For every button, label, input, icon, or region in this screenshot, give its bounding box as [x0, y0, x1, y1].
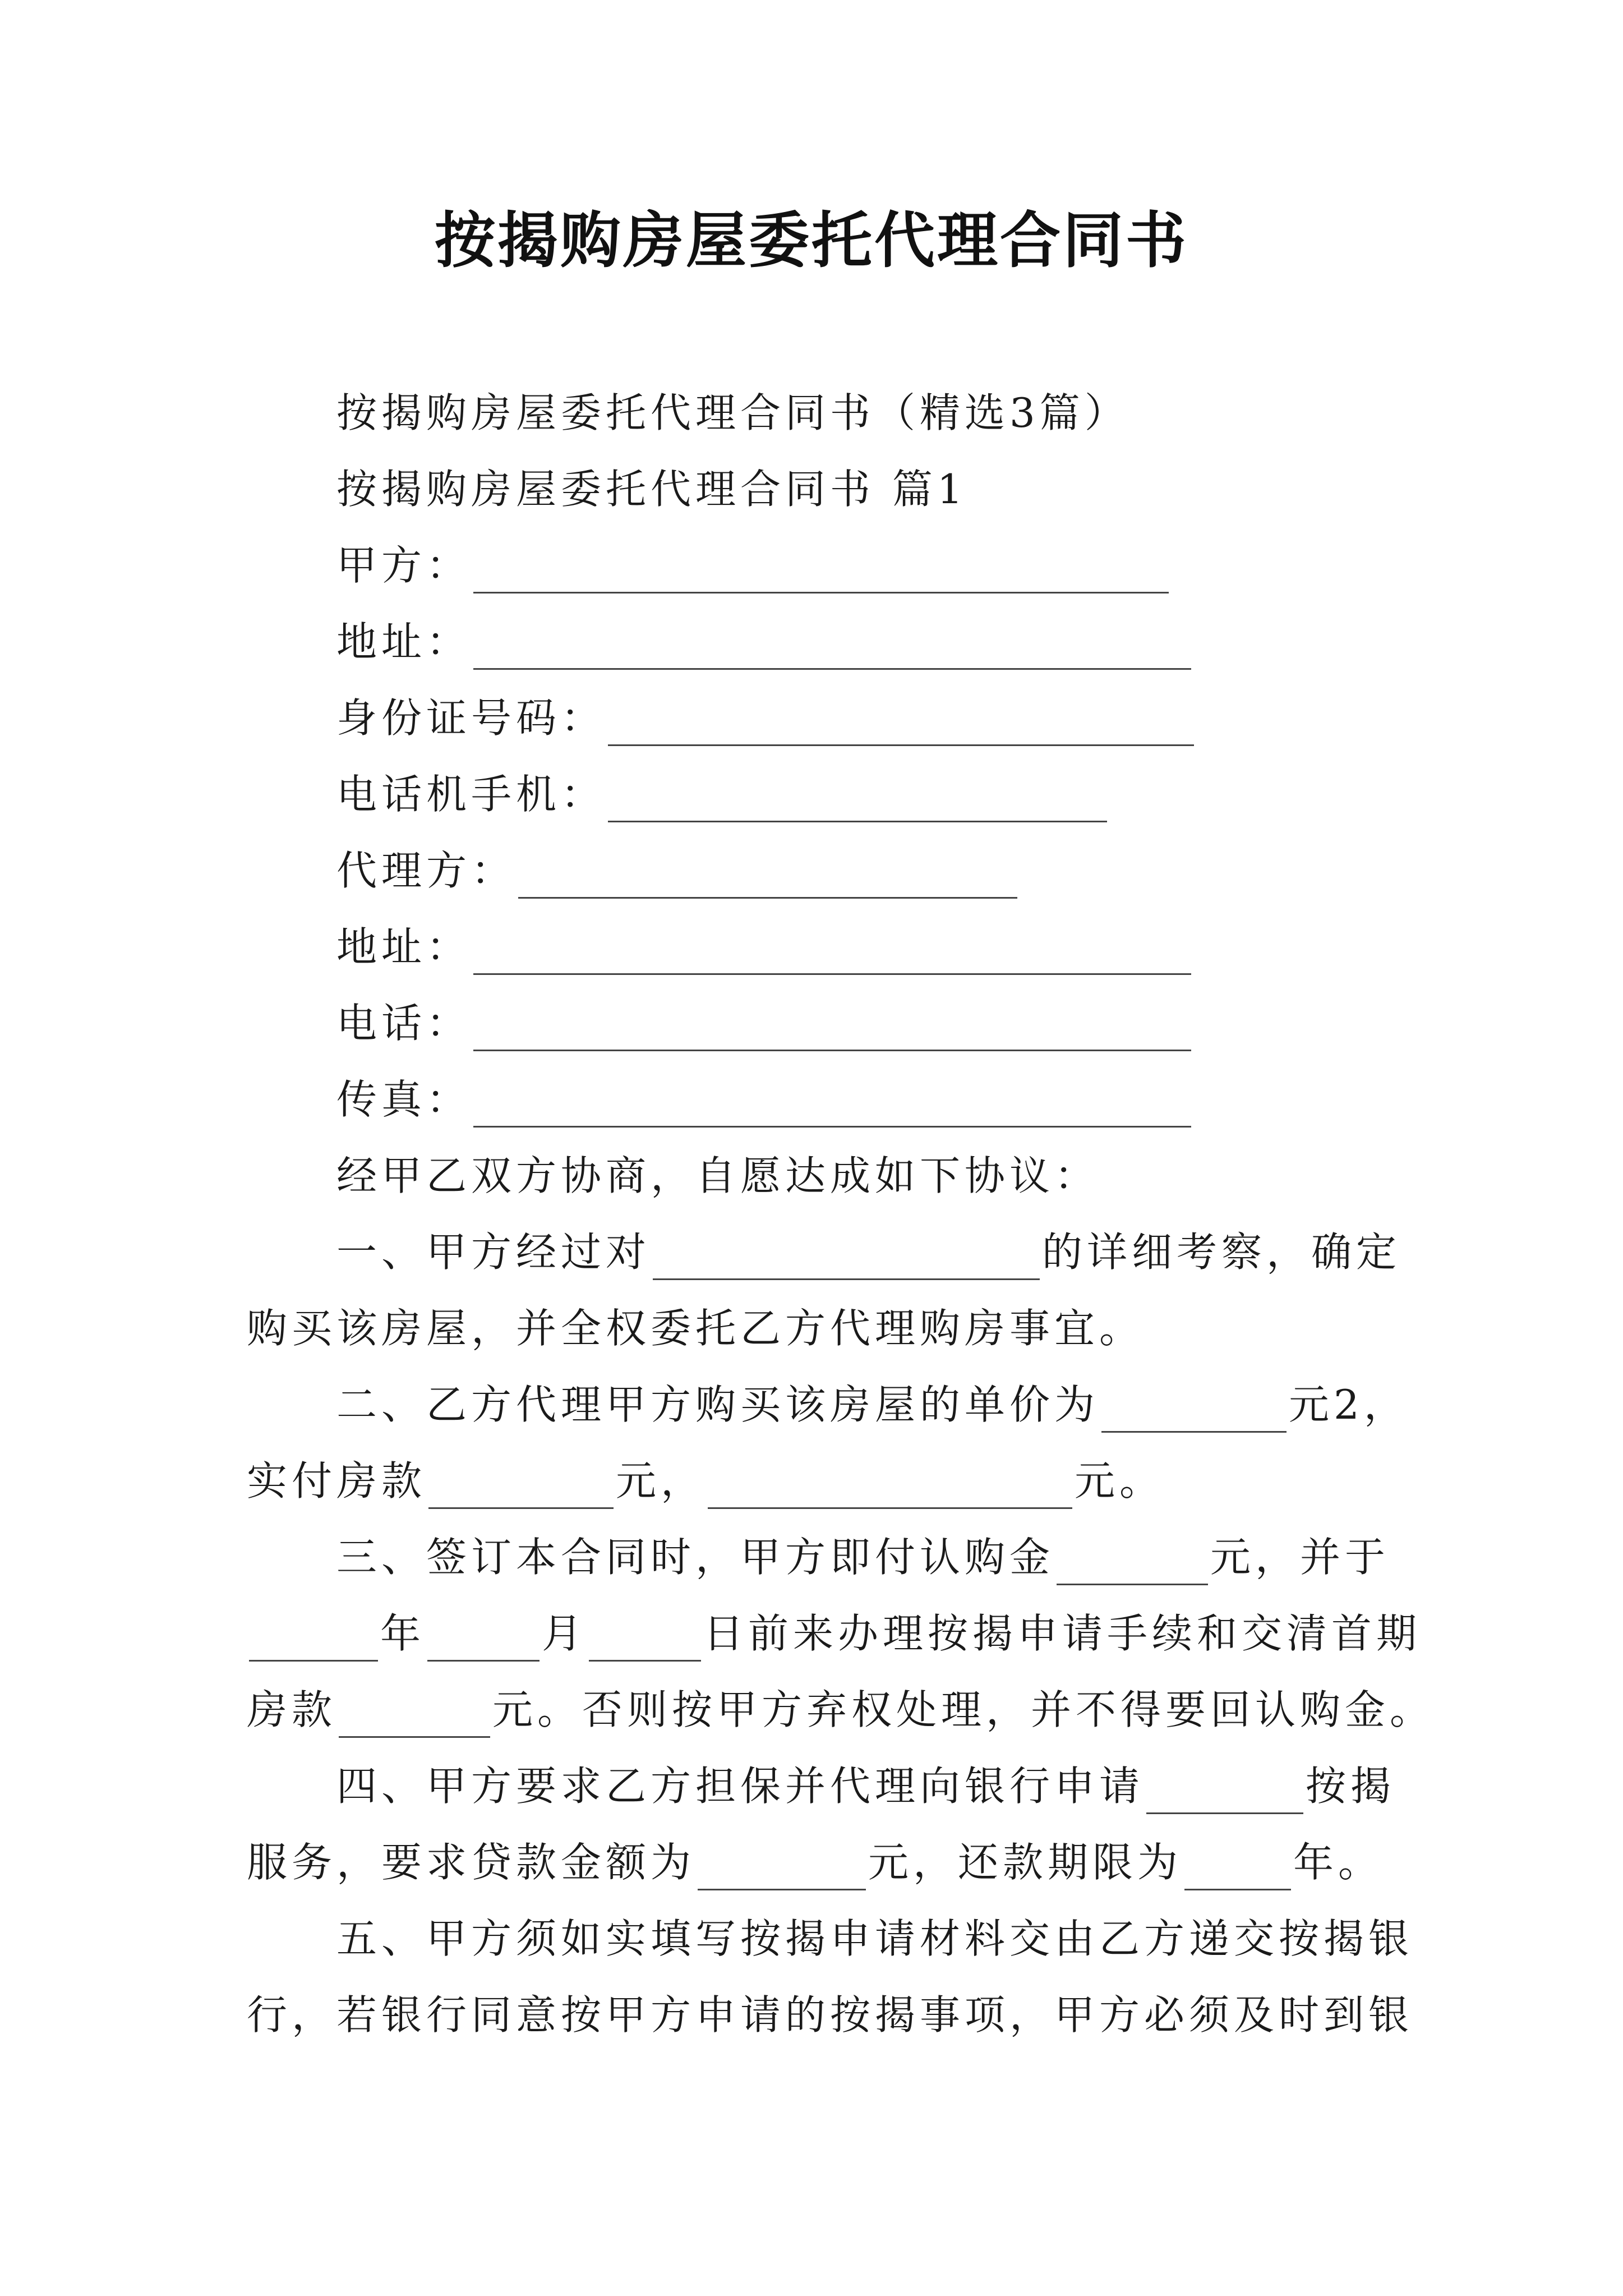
id-number-row — [336, 690, 1196, 746]
fax-blank[interactable] — [473, 1082, 1191, 1128]
address2-label: 地址： — [336, 923, 472, 970]
clause3-day-blank[interactable] — [589, 1616, 701, 1662]
clause2-line1 — [336, 1377, 1409, 1433]
clause4-text-c: 服务，要求贷款金额为 — [247, 1839, 696, 1886]
fax-row — [336, 1071, 1193, 1128]
party-a-blank[interactable] — [473, 548, 1169, 593]
clause3-text-e: 日前来办理按揭申请手续和交清首期 — [703, 1610, 1422, 1657]
phone-mobile-row — [336, 766, 1109, 822]
clause3-text-g: 元。否则按甲方弃权处理，并不得要回认购金。 — [492, 1686, 1435, 1733]
address1-blank[interactable] — [473, 624, 1191, 670]
phone-row — [336, 995, 1193, 1051]
clause4-term-blank[interactable] — [1184, 1845, 1291, 1890]
agent-blank[interactable] — [518, 853, 1017, 899]
clause2-text-e: 元。 — [1075, 1457, 1165, 1504]
agent-label: 代理方： — [336, 847, 517, 894]
clause5-line1: 五、甲方须如实填写按揭申请材料交由乙方递交按揭银 — [336, 1915, 1414, 1962]
phone-mobile-blank[interactable] — [608, 777, 1107, 822]
clause2-text-b: 元2， — [1289, 1381, 1409, 1428]
clause3-line3 — [247, 1682, 1435, 1738]
phone-mobile-label: 电话机手机： — [336, 771, 606, 818]
clause4-line2 — [247, 1834, 1383, 1890]
clause3-line2 — [247, 1605, 1421, 1662]
clause4-text-b: 按揭 — [1306, 1763, 1396, 1810]
clause2-text-c: 实付房款 — [247, 1457, 427, 1504]
id-number-label: 身份证号码： — [336, 694, 606, 742]
clause3-deposit-blank[interactable] — [1057, 1540, 1208, 1585]
clause3-down-payment-blank[interactable] — [339, 1692, 490, 1738]
clause2-unit-price-blank[interactable] — [1101, 1387, 1287, 1433]
address2-row — [336, 919, 1193, 975]
clause3-year-blank[interactable] — [249, 1616, 378, 1662]
clause1-line1 — [336, 1224, 1401, 1280]
clause3-month-blank[interactable] — [427, 1616, 540, 1662]
clause4-text-e: 年。 — [1293, 1839, 1384, 1886]
clause3-text-d: 月 — [542, 1610, 587, 1657]
clause2-payment-blank[interactable] — [428, 1464, 614, 1509]
clause1-blank[interactable] — [653, 1235, 1040, 1280]
clause3-text-f: 房款 — [247, 1686, 337, 1733]
clause1-line2: 购买该房屋，并全权委托乙方代理购房事宜。 — [247, 1305, 1145, 1352]
clause5-line2: 行，若银行同意按甲方申请的按揭事项，甲方必须及时到银 — [247, 1991, 1414, 2039]
clause4-bank-blank[interactable] — [1146, 1769, 1303, 1814]
clause2-amount-blank[interactable] — [708, 1464, 1072, 1509]
clause3-text-a: 三、签订本合同时，甲方即付认购金 — [336, 1534, 1055, 1581]
clause3-text-c: 年 — [380, 1610, 426, 1657]
clause2-line2 — [247, 1453, 1164, 1509]
intro-text: 经甲乙双方协商，自愿达成如下协议： — [336, 1152, 1100, 1199]
id-number-blank[interactable] — [608, 701, 1194, 746]
subtitle: 按揭购房屋委托代理合同书（精选3篇） — [336, 389, 1129, 436]
document-title: 按揭购房屋委托代理合同书 — [434, 206, 1188, 276]
phone-label: 电话： — [336, 1000, 472, 1047]
clause4-loan-amount-blank[interactable] — [698, 1845, 866, 1890]
clause4-line1 — [336, 1758, 1395, 1814]
party-a-row — [336, 537, 1171, 593]
phone-blank[interactable] — [473, 1006, 1191, 1051]
agent-row — [336, 843, 1020, 899]
clause4-text-a: 四、甲方要求乙方担保并代理向银行申请 — [336, 1763, 1145, 1810]
address1-row — [336, 614, 1193, 670]
clause1-text-b: 的详细考察，确定 — [1042, 1228, 1401, 1276]
fax-label: 传真： — [336, 1076, 472, 1123]
clause1-text-a: 一、甲方经过对 — [336, 1228, 651, 1276]
clause3-text-b: 元，并于 — [1210, 1534, 1390, 1581]
clause2-text-d: 元， — [616, 1457, 706, 1504]
section-heading: 按揭购房屋委托代理合同书 篇1 — [336, 466, 967, 513]
clause3-line1 — [336, 1529, 1390, 1585]
clause4-text-d: 元，还款期限为 — [868, 1839, 1183, 1886]
party-a-label: 甲方： — [336, 542, 472, 589]
address2-blank[interactable] — [473, 930, 1191, 975]
address1-label: 地址： — [336, 618, 472, 665]
clause2-text-a: 二、乙方代理甲方购买该房屋的单价为 — [336, 1381, 1100, 1428]
